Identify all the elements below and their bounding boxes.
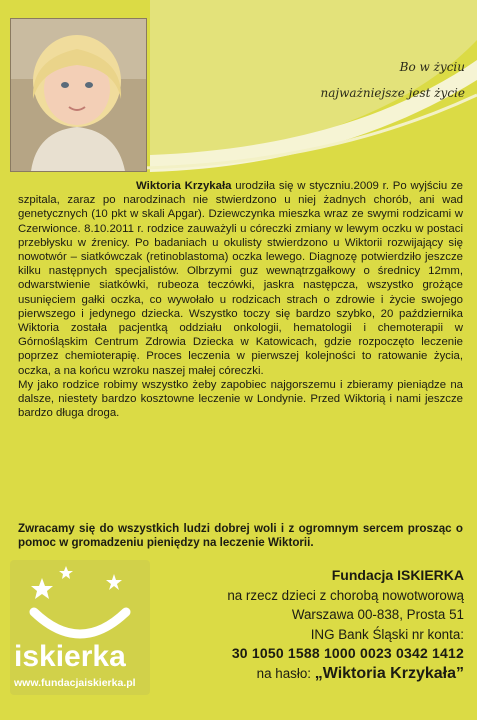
child-portrait-image <box>11 19 146 171</box>
motto-line-1: Bo w życiu <box>399 60 465 74</box>
foundation-info <box>160 566 464 683</box>
password-label: na hasło: <box>256 665 312 681</box>
appeal-body: Zwracamy się do wszystkich ludzi dobrej woli i z ogromnym sercem prosząc o pomoc w gromadzeniu pieniędzy na leczenie Wiktorii <box>18 522 463 550</box>
logo-wordmark: iskierka <box>14 640 126 673</box>
story-paragraph-2: My jako rodzice robimy wszystko żeby zapobiec najgorszemu i zbieramy pieniądze na dalsze, niestety bardzo kosztowne leczenie w Londynie. Przed Wiktorią i nami jeszcze bardzo długa droga. <box>18 378 463 420</box>
password-value: „Wiktoria Krzykała” <box>314 664 464 682</box>
foundation-website-link[interactable]: www.fundacjaiskierka.pl <box>14 677 136 689</box>
account-number: 30 1050 1588 1000 0023 0342 1412 <box>231 645 464 661</box>
story-paragraph-1-text: urodziła się w styczniu.2009 r. Po wyjściu ze szpitala, zaraz po narodzinach nie stwierdzono u niej żadnych chorób, ani wad genetycznych (10 pkt w skali Apgar). Dziewczynka mieszka wraz ze swymi rodzicami w Czerwionce. 8.10.2011 r. rodzice zauważyli u córeczki zmiany w lewym oczku w postaci przebłysku w źrenicy. Po badaniach u okulisty stwierdzono u Wiktorii rozwijający się nowotwór – siatkówczak (retinoblastoma) oczka lewego. Diagnozę potwierdziło jeszcze kilku następnych specjalistów. Olbrzymi guz wewnątrzgałkowy o średnicy 12mm, odwarstwienie siatkówki, rubeoza teczówki, jaskra następcza, wszystko grożące usunięciem gałki oczka, co wywołało u rodzicach strach o zdrowie i życie swojego pierwszego i jedynego dziecka. Wszystko toczy się bardzo szybko, 20 października Wiktoria została pacjentką oddziału onkologii, hematologii i chemoterapii w Górnośląskim Centrum Zdrowia Dziecka w Katowicach, gdzie rozpoczęto leczenie poprzez chemioterapię. Proces leczenia w pierwszej kolejności to ratowanie życia, oczka, a na końcu wzroku naszej małej córeczki. <box>18 180 463 377</box>
child-photo <box>10 18 147 172</box>
motto-line-2: najważniejsze jest życie <box>320 86 465 100</box>
password-line <box>160 664 464 684</box>
appeal-text <box>18 522 463 551</box>
motto <box>290 54 465 106</box>
story-text <box>18 179 463 420</box>
foundation-purpose: na rzecz dzieci z chorobą nowotworową <box>227 587 464 603</box>
appeal-end: . <box>310 536 314 550</box>
foundation-address: Warszawa 00-838, Prosta 51 <box>291 607 464 622</box>
foundation-name: Fundacja ISKIERKA <box>331 567 464 583</box>
bank-name: ING Bank Śląski nr konta: <box>310 626 464 642</box>
child-name: Wiktoria Krzykała <box>136 180 232 192</box>
iskierka-logo <box>10 560 150 695</box>
story-paragraph-1 <box>18 179 463 378</box>
